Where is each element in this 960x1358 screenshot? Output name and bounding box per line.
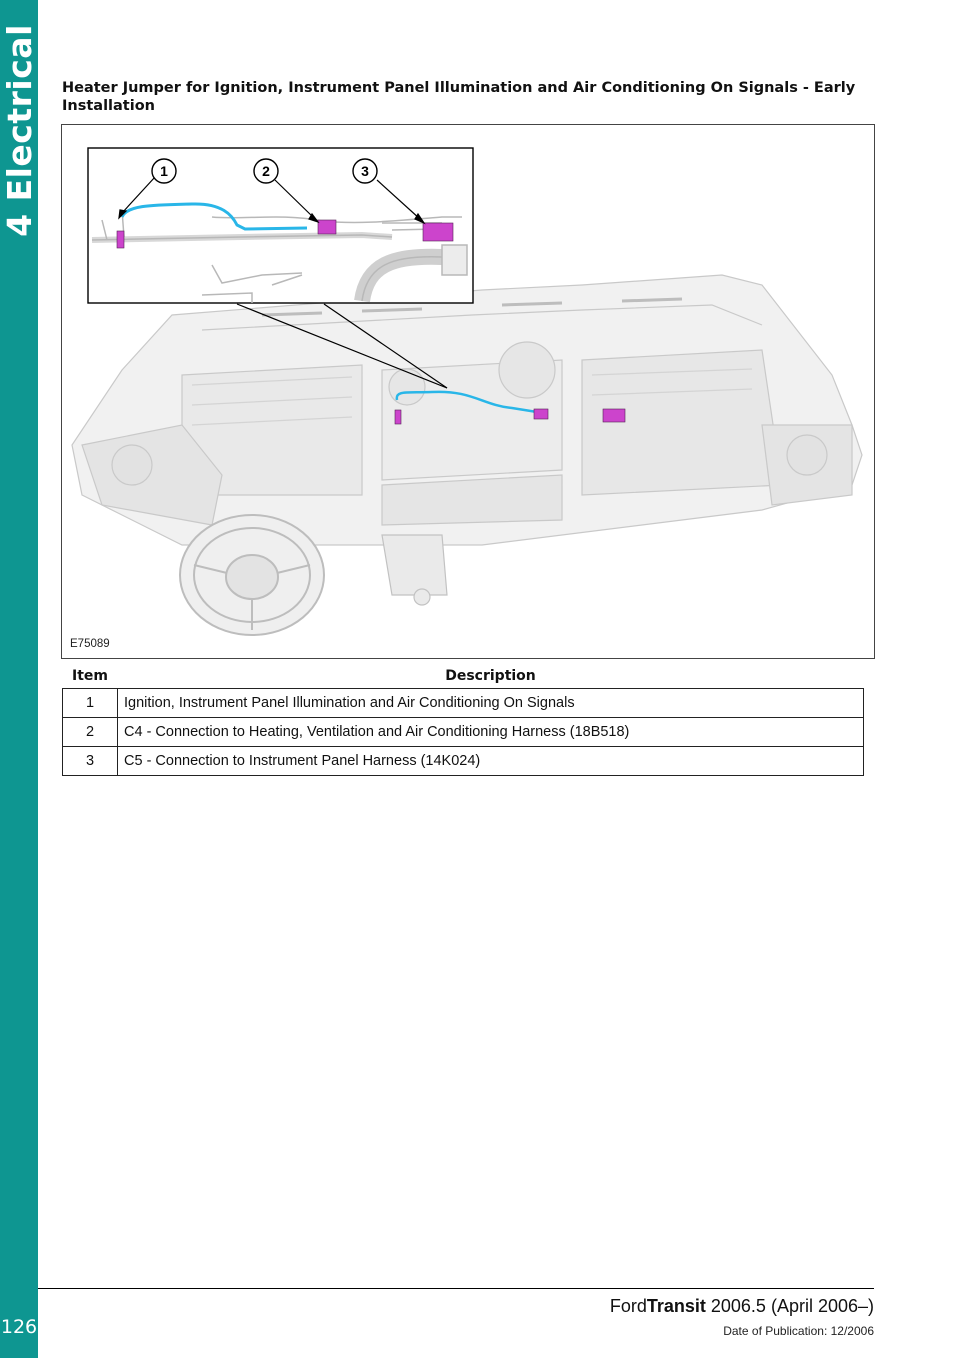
- svg-text:2: 2: [262, 163, 270, 179]
- table-row: [63, 747, 864, 776]
- item-number: 3: [63, 747, 118, 776]
- footer-brand: Ford: [609, 1296, 647, 1316]
- item-number: 2: [63, 718, 118, 747]
- callout-2: [254, 159, 278, 183]
- item-table: [62, 665, 864, 776]
- center-console: [382, 535, 447, 605]
- detail-inset: [88, 148, 473, 303]
- svg-text:3: 3: [361, 163, 369, 179]
- instrument-panel-outline: [72, 275, 862, 545]
- callout-3: [353, 159, 377, 183]
- section-title: Heater Jumper for Ignition, Instrument Panel Illumination and Air Conditioning On Signals - Early Installation: [62, 80, 856, 114]
- publication-date: Date of Publication: 12/2006: [723, 1324, 874, 1338]
- column-header-item: Item: [63, 665, 118, 689]
- chapter-title: 4 Electrical: [0, 23, 39, 237]
- dashboard-drawing: [62, 125, 874, 658]
- page-number: 126: [0, 1316, 38, 1338]
- chapter-tab: [0, 0, 38, 260]
- item-description: C4 - Connection to Heating, Ventilation and Air Conditioning Harness (18B518): [118, 718, 864, 747]
- footer-model: [610, 1296, 874, 1317]
- footer-divider: [38, 1288, 874, 1289]
- figure-illustration: [61, 124, 875, 659]
- table-row: [63, 718, 864, 747]
- item-number: 1: [63, 689, 118, 718]
- item-description: Ignition, Instrument Panel Illumination and Air Conditioning On Signals: [118, 689, 864, 718]
- footer-model-name: Transit: [646, 1296, 706, 1316]
- footer-edition: 2006.5 (April 2006–): [705, 1296, 874, 1316]
- item-description: C5 - Connection to Instrument Panel Harness (14K024): [118, 747, 864, 776]
- figure-id: E75089: [70, 638, 110, 650]
- svg-text:1: 1: [160, 163, 168, 179]
- table-row: [63, 689, 864, 718]
- steering-wheel: [180, 515, 324, 635]
- column-header-description: Description: [118, 665, 864, 689]
- callout-1: [152, 159, 176, 183]
